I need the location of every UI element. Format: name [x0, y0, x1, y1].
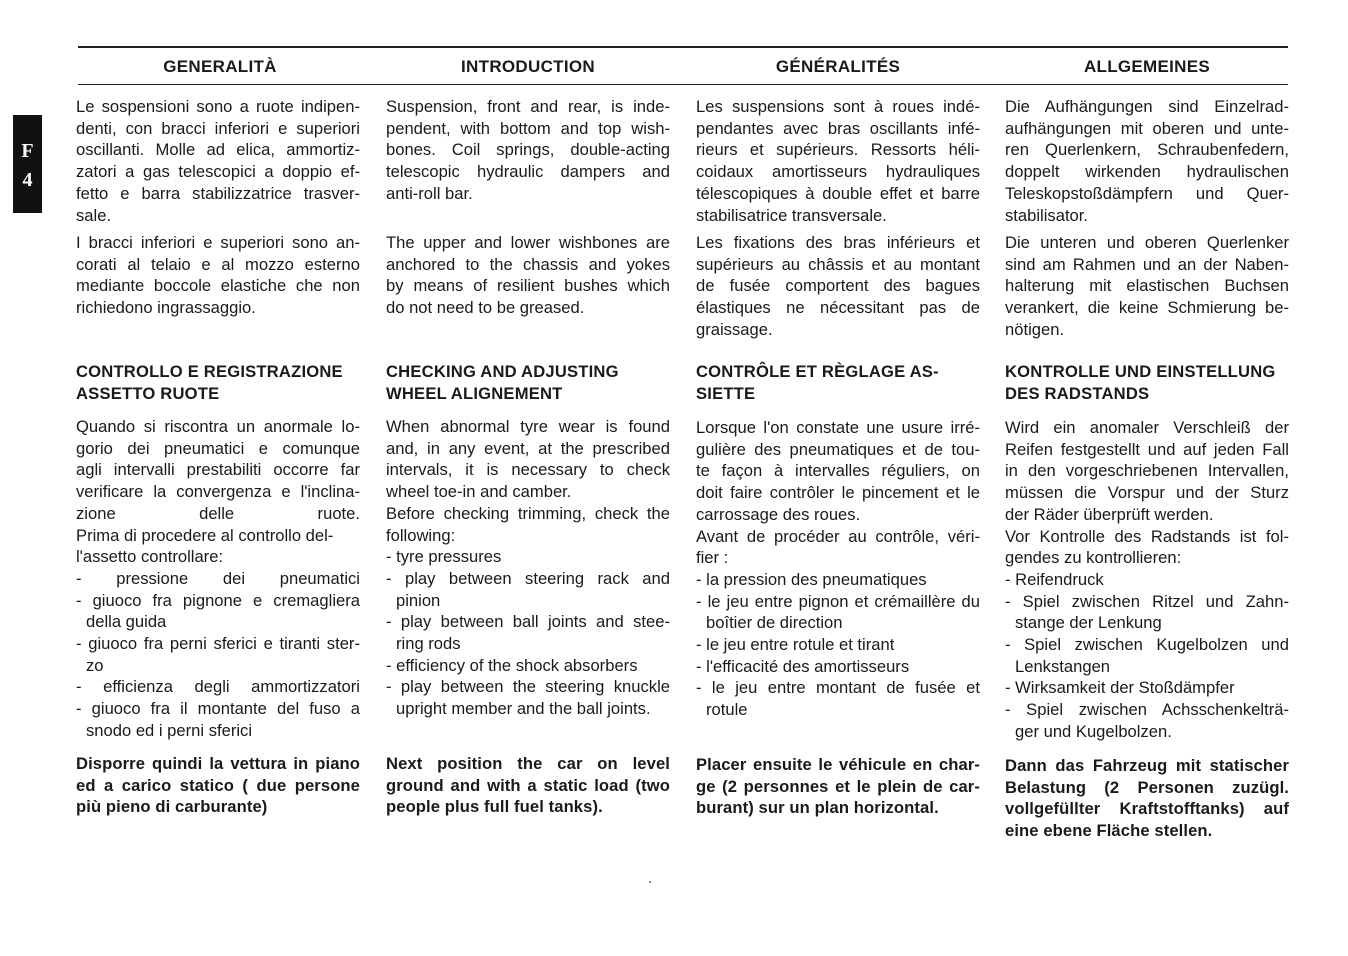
italian-body-line: verificare la convergenza e l'inclina- — [76, 482, 360, 502]
german-subheading-line: DES RADSTANDS — [1005, 383, 1150, 403]
french-body-line: - la pression des pneumatiques — [696, 569, 927, 589]
german-body-line: Lenkstangen — [1015, 656, 1111, 676]
english-intro1-line: telescopic hydraulic dampers and — [386, 162, 670, 182]
german-final-line: vollgefüllter Kraftstofftanks) auf — [1005, 799, 1289, 819]
german-body-line: der Räder überprüft werden. — [1005, 504, 1214, 524]
italian-intro1-line: fetto e barra stabilizzatrice trasver- — [76, 183, 360, 203]
italian-final-line: più pieno di carburante) — [76, 797, 268, 817]
english-intro2-line: by means of resilient bushes which — [386, 276, 670, 296]
german-intro1-line: aufhängungen mit oberen und unte- — [1005, 118, 1289, 138]
section-tab — [13, 115, 42, 213]
german-intro1-line: Teleskopstoßdämpfern und Quer- — [1005, 183, 1289, 203]
italian-intro1-line: zatori a gas telescopici a doppio ef- — [76, 162, 360, 182]
german-intro1-line: Die Aufhängungen sind Einzelrad- — [1005, 97, 1289, 116]
section-tab-letter: F — [21, 140, 34, 162]
french-subheading-block — [696, 361, 980, 404]
italian-body-line: - pressione dei pneumatici — [76, 568, 360, 588]
heading-italian: GENERALITÀ — [163, 57, 277, 76]
french-body-line: - le jeu entre pignon et crémaillère du — [696, 591, 980, 611]
italian-intro1-line: denti, con bracci inferiori e superiori — [76, 118, 360, 138]
french-body-line: gulière des pneumatiques et de tou- — [696, 439, 980, 459]
english-body-block — [386, 416, 670, 720]
french-body-line: rotule — [706, 700, 748, 720]
english-intro1-line: anti-roll bar. — [386, 183, 473, 203]
italian-intro2-line: mediante boccole elastiche che non — [76, 276, 360, 296]
italian-final-block — [76, 753, 360, 818]
italian-body-line: snodo ed i perni sferici — [86, 720, 253, 740]
italian-intro1-line: sale. — [76, 205, 112, 225]
french-body-line: - l'efficacité des amortisseurs — [696, 656, 910, 676]
french-intro1-line: télescopiques à double effet et barre — [696, 183, 980, 203]
french-final-block — [696, 754, 980, 819]
french-final-line: burant) sur un plan horizontal. — [696, 798, 939, 818]
italian-body-line: - efficienza degli ammortizzatori — [76, 677, 360, 697]
italian-body-line: - giuoco fra perni sferici e tiranti ster- — [76, 634, 360, 654]
german-intro2-line: sind am Rahmen und an der Naben- — [1005, 254, 1289, 274]
italian-body-line: Prima di procedere al controllo del- — [76, 525, 334, 545]
italian-body-block — [76, 416, 360, 742]
header-rule — [78, 84, 1288, 85]
english-subheading-block — [386, 361, 670, 404]
english-body-line: following: — [386, 525, 456, 545]
english-body-line: pinion — [396, 590, 441, 610]
french-intro1-line: rieurs et supérieurs. Ressorts héli- — [696, 140, 980, 160]
german-body-block — [1005, 417, 1289, 743]
english-body-line: - play between steering rack and — [386, 568, 670, 588]
italian-intro2-block — [76, 232, 360, 319]
german-intro1-line: ren Querlenkern, Schraubenfedern, — [1005, 140, 1289, 160]
french-body-line: Lorsque l'on constate une usure irré- — [696, 418, 980, 437]
italian-body-line: zo — [86, 655, 104, 675]
german-body-line: ger und Kugelbolzen. — [1015, 721, 1172, 741]
german-final-line: eine ebene Fläche stellen. — [1005, 820, 1213, 840]
french-body-line: - le jeu entre rotule et tirant — [696, 635, 895, 655]
english-body-line: - efficiency of the shock absorbers — [386, 655, 638, 675]
german-intro2-line: halterung mit elastischen Buchsen — [1005, 276, 1289, 296]
english-intro2-line: do not need to be greased. — [386, 298, 585, 318]
french-intro2-line: graissage. — [696, 319, 773, 339]
english-body-line: - play between the steering knuckle — [386, 677, 670, 697]
italian-body-line: della guida — [86, 612, 167, 632]
italian-subheading-line: CONTROLLO E REGISTRAZIONE — [76, 362, 343, 381]
english-intro2-line: The upper and lower wishbones are — [386, 233, 670, 252]
italian-body-line: - giuoco fra pignone e cremagliera — [76, 590, 360, 610]
french-body-line: boîtier de direction — [706, 613, 843, 633]
english-body-line: - play between ball joints and stee- — [386, 612, 670, 632]
german-body-line: Reifen festgestellt und auf jeden Fall — [1005, 439, 1289, 459]
english-subheading-line: CHECKING AND ADJUSTING — [386, 362, 619, 381]
italian-intro1-line: oscillanti. Molle ad elica, ammortiz- — [76, 140, 360, 160]
english-body-line: ring rods — [396, 634, 461, 654]
italian-intro2-line: corati al telaio e al mozzo esterno — [76, 254, 360, 274]
english-final-line: Next position the car on level — [386, 754, 670, 773]
heading-german: ALLGEMEINES — [1083, 57, 1211, 76]
heading-french: GÉNÉRALITÉS — [775, 57, 901, 76]
english-intro1-line: Suspension, front and rear, is inde- — [386, 97, 670, 116]
german-body-line: stange der Lenkung — [1015, 613, 1162, 633]
german-body-line: - Spiel zwischen Kugelbolzen und — [1005, 635, 1289, 655]
italian-body-line: zione delle ruote. — [76, 503, 360, 523]
top-rule — [78, 46, 1288, 48]
german-final-line: Belastung (2 Personen zuzügl. — [1005, 777, 1289, 797]
english-body-line: wheel toe-in and camber. — [386, 482, 572, 502]
french-subheading-line: SIETTE — [696, 383, 756, 403]
italian-intro1-block — [76, 96, 360, 226]
german-body-line: gendes zu kontrollieren: — [1005, 548, 1182, 568]
english-final-block — [386, 753, 670, 818]
french-final-line: Placer ensuite le véhicule en char- — [696, 755, 980, 774]
french-intro1-line: pendantes avec bras oscillants infé- — [696, 118, 980, 138]
french-final-line: ge (2 personnes et le plein de car- — [696, 776, 980, 796]
english-final-line: ground and with a static load (two — [386, 775, 670, 795]
english-body-line: and, in any event, at the prescribed — [386, 438, 670, 458]
french-intro1-line: stabilisatrice transversale. — [696, 205, 887, 225]
english-subheading-line: WHEEL ALIGNEMENT — [386, 383, 563, 403]
italian-body-line: gorio dei pneumatici e comunque — [76, 438, 360, 458]
english-intro1-line: bones. Coil springs, double-acting — [386, 140, 670, 160]
french-body-line: fier : — [696, 548, 729, 568]
french-intro1-line: Les suspensions sont à roues indé- — [696, 97, 980, 116]
italian-subheading-line: ASSETTO RUOTE — [76, 383, 220, 403]
german-final-line: Dann das Fahrzeug mit statischer — [1005, 756, 1289, 775]
french-intro2-line: Les fixations des bras inférieurs et — [696, 233, 980, 252]
german-body-line: - Spiel zwischen Ritzel und Zahn- — [1005, 591, 1289, 611]
french-intro2-line: élastiques ne nécessitant pas de — [696, 298, 980, 318]
italian-body-line: agli intervalli prestabiliti occorre far — [76, 460, 360, 480]
german-body-line: - Reifendruck — [1005, 569, 1104, 589]
english-intro1-block — [386, 96, 670, 205]
italian-body-line: l'assetto controllare: — [76, 547, 224, 567]
german-subheading-block — [1005, 361, 1289, 404]
german-intro2-block — [1005, 232, 1289, 341]
english-intro2-line: anchored to the chassis and yokes — [386, 254, 670, 274]
german-intro2-line: nötigen. — [1005, 319, 1065, 339]
german-body-line: - Wirksamkeit der Stoßdämpfer — [1005, 678, 1235, 698]
german-subheading-line: KONTROLLE UND EINSTELLUNG — [1005, 362, 1276, 381]
italian-body-line: - giuoco fra il montante del fuso a — [76, 699, 360, 719]
german-body-line: - Spiel zwischen Achsschenkelträ- — [1005, 700, 1289, 720]
english-body-line: intervals, it is necessary to check — [386, 460, 670, 480]
french-body-line: - le jeu entre montant de fusée et — [696, 678, 980, 698]
french-body-line: doit faire contrôler le pincement et le — [696, 483, 980, 503]
italian-body-line: Quando si riscontra un anormale lo- — [76, 417, 360, 436]
german-body-line: müssen die Vorspur und der Sturz — [1005, 483, 1289, 503]
german-body-line: in den vorgeschriebenen Intervallen, — [1005, 461, 1289, 481]
french-intro2-line: de fusée comportent des bagues — [696, 276, 980, 296]
english-body-line: When abnormal tyre wear is found — [386, 417, 670, 436]
french-intro2-line: supérieurs au châssis et au montant — [696, 254, 980, 274]
german-intro1-line: stabilisator. — [1005, 205, 1089, 225]
italian-intro2-line: richiedono ingrassaggio. — [76, 298, 256, 318]
german-final-block — [1005, 755, 1289, 841]
french-subheading-line: CONTRÔLE ET RÈGLAGE AS- — [696, 362, 939, 381]
french-intro2-block — [696, 232, 980, 341]
english-intro2-block — [386, 232, 670, 319]
english-body-line: upright member and the ball joints. — [396, 699, 651, 719]
german-intro2-line: Die unteren und oberen Querlenker — [1005, 233, 1289, 252]
italian-final-line: ed a carico statico ( due persone — [76, 775, 360, 795]
english-final-line: people plus full fuel tanks). — [386, 797, 603, 817]
italian-subheading-block — [76, 361, 360, 404]
english-body-line: - tyre pressures — [386, 547, 502, 567]
german-body-line: Vor Kontrolle des Radstands ist fol- — [1005, 526, 1289, 546]
italian-final-line: Disporre quindi la vettura in piano — [76, 754, 360, 773]
french-body-block — [696, 417, 980, 721]
section-tab-number: 4 — [22, 169, 33, 191]
german-body-line: Wird ein anomaler Verschleiß der — [1005, 418, 1289, 437]
german-intro1-block — [1005, 96, 1289, 226]
page-mark — [649, 881, 651, 883]
french-body-line: te façon à intervalles réguliers, on — [696, 461, 980, 481]
french-body-line: carrossage des roues. — [696, 504, 861, 524]
french-intro1-block — [696, 96, 980, 226]
german-intro1-line: doppelt wirkenden hydraulischen — [1005, 162, 1289, 182]
french-intro1-line: coidaux amortisseurs hydrauliques — [696, 162, 980, 182]
italian-intro1-line: Le sospensioni sono a ruote indipen- — [76, 97, 360, 116]
german-intro2-line: verankert, die keine Schmierung be- — [1005, 298, 1289, 318]
heading-english: INTRODUCTION — [461, 57, 595, 76]
english-body-line: Before checking trimming, check the — [386, 503, 670, 523]
english-intro1-line: pendent, with bottom and top wish- — [386, 118, 670, 138]
italian-intro2-line: I bracci inferiori e superiori sono an- — [76, 233, 360, 252]
french-body-line: Avant de procéder au contrôle, véri- — [696, 526, 980, 546]
